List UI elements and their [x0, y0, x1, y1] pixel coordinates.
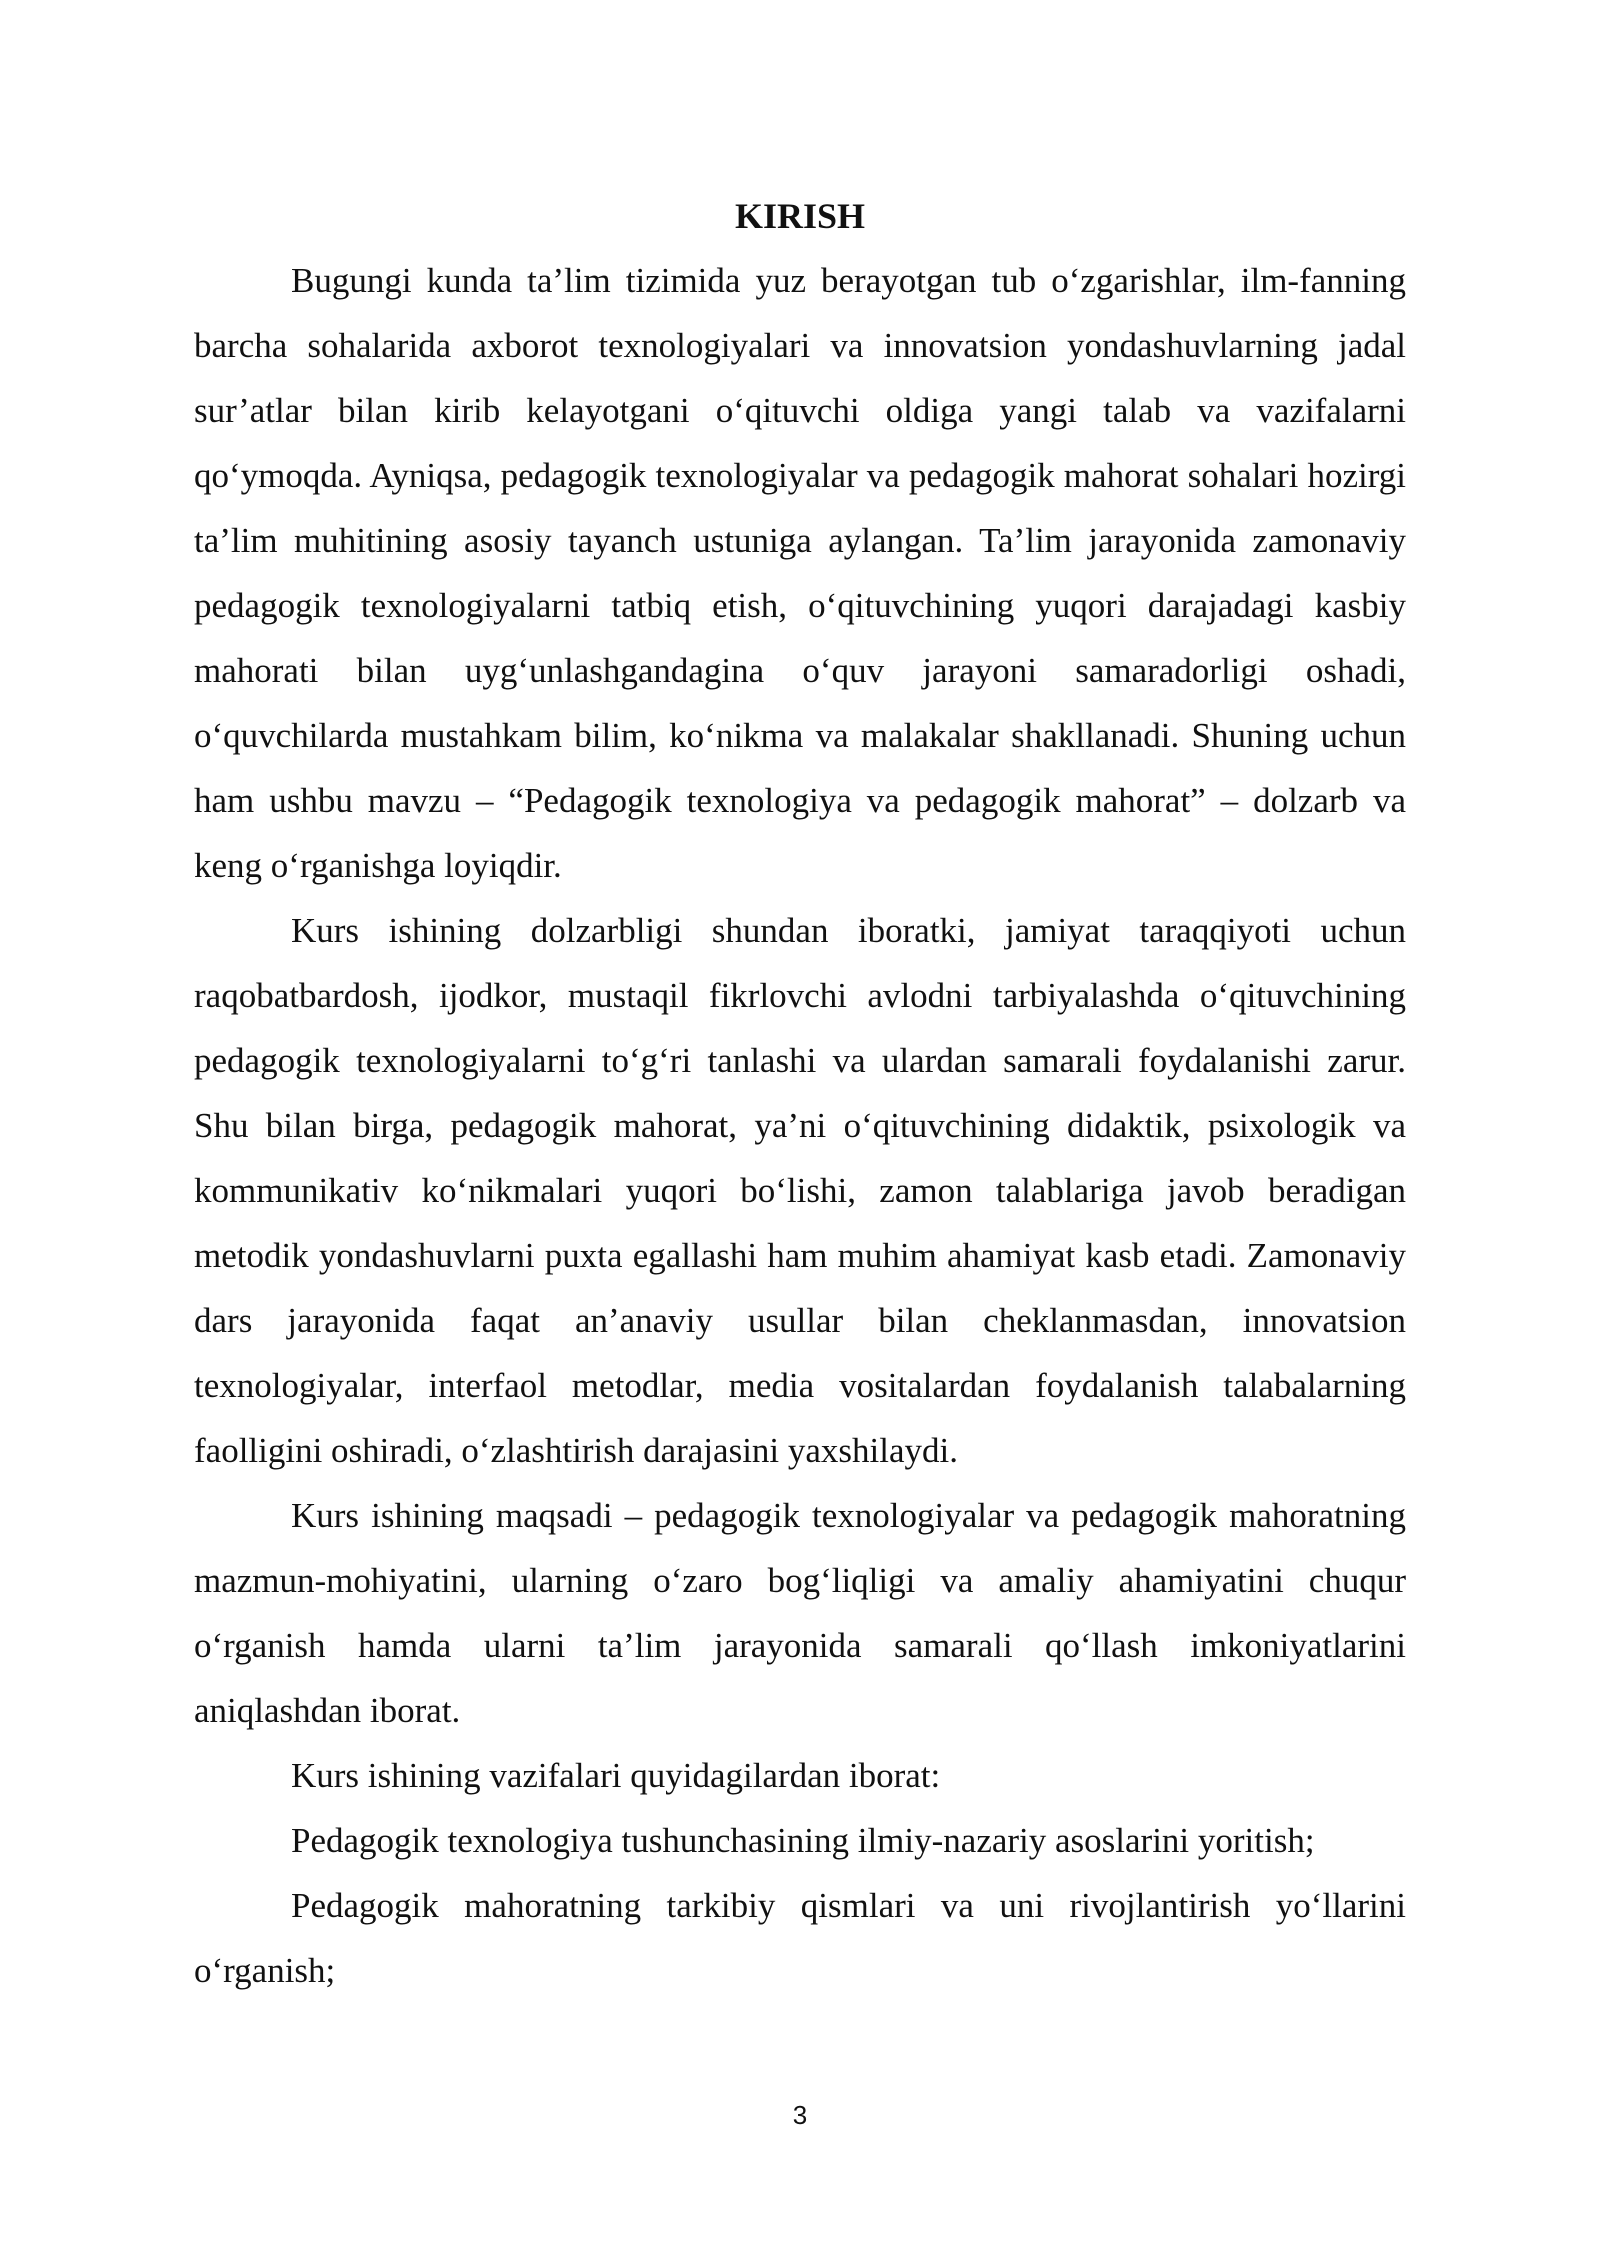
- paragraph-tasks-intro: Kurs ishining vazifalari quyidagilardan iborat:: [291, 1756, 941, 1795]
- section-title: KIRISH: [734, 196, 866, 236]
- page-number: 3: [792, 2100, 808, 2130]
- paragraph-relevance: Kurs ishining dolzarbligi shundan iboratki, jamiyat taraqqiyoti uchun raqobatbardosh, ijodkor, mustaqil fikrlovchi avlodni tarbiyalashda o‘qituvchining pedagogik texnologiyalarni to‘g‘ri tanlashi va ulardan samarali foydalanishi zarur. Shu bilan birga, pedagogik mahorat, ya’ni o‘qituvchining didaktik, psixologik va kommunikativ ko‘nikmalari yuqori bo‘lishi, zamon talablariga javob beradigan metodik yondashuvlarni puxta egallashi ham muhim ahamiyat kasb etadi. Zamonaviy dars jarayonida faqat an’anaviy usullar bilan cheklanmasdan, innovatsion texnologiyalar, interfaol metodlar, media vositalardan foydalanish talabalarning faolligini oshiradi, o‘zlashtirish darajasini yaxshilaydi.: [194, 911, 1406, 1470]
- page-content: [194, 188, 1406, 2003]
- task-item-1: Pedagogik texnologiya tushunchasining ilmiy-nazariy asoslarini yoritish;: [291, 1821, 1315, 1860]
- task-item-2: Pedagogik mahoratning tarkibiy qismlari va uni rivojlantirish yo‘llarini o‘rganish;: [194, 1886, 1406, 1990]
- paragraph-goal: Kurs ishining maqsadi – pedagogik texnologiyalar va pedagogik mahoratning mazmun-mohiyatini, ularning o‘zaro bog‘liqligi va amaliy ahamiyatini chuqur o‘rganish hamda ularni ta’lim jarayonida samarali qo‘llash imkoniyatlarini aniqlashdan iborat.: [194, 1496, 1406, 1730]
- paragraph-introduction: Bugungi kunda ta’lim tizimida yuz berayotgan tub o‘zgarishlar, ilm-fanning barcha sohalarida axborot texnologiyalari va innovatsion yondashuvlarning jadal sur’atlar bilan kirib kelayotgani o‘qituvchi oldiga yangi talab va vazifalarni qo‘ymoqda. Ayniqsa, pedagogik texnologiyalar va pedagogik mahorat sohalari hozirgi ta’lim muhitining asosiy tayanch ustuniga aylangan. Ta’lim jarayonida zamonaviy pedagogik texnologiyalarni tatbiq etish, o‘qituvchining yuqori darajadagi kasbiy mahorati bilan uyg‘unlashgandagina o‘quv jarayoni samaradorligi oshadi, o‘quvchilarda mustahkam bilim, ko‘nikma va malakalar shakllanadi. Shuning uchun ham ushbu mavzu – “Pedagogik texnologiya va pedagogik mahorat” – dolzarb va keng o‘rganishga loyiqdir.: [194, 261, 1406, 885]
